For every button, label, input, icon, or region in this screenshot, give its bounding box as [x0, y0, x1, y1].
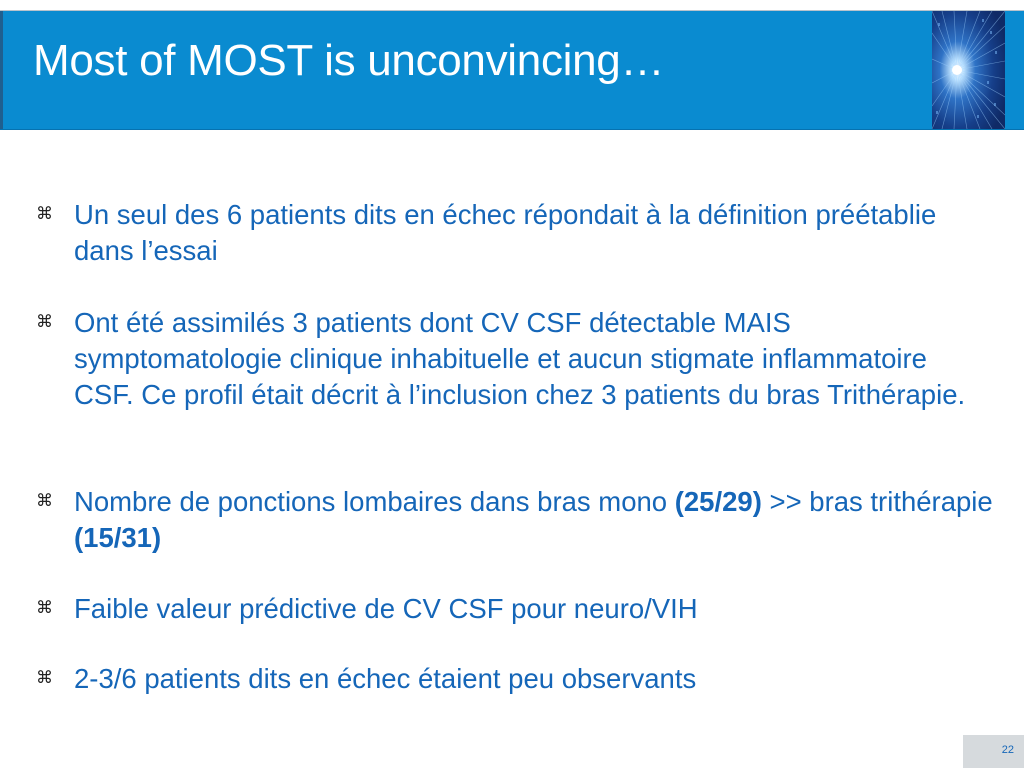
bullet-text-segment: >> bras trithérapie	[761, 486, 993, 517]
title-bar-edge	[0, 11, 3, 129]
page-number: 22	[1001, 744, 1014, 756]
bold-value: (25/29)	[674, 486, 762, 517]
bullet-text: Faible valeur prédictive de CV CSF pour neuro/VIH	[74, 593, 698, 624]
bullet-text: Un seul des 6 patients dits en échec répondait à la définition préétablie dans l’essai	[74, 199, 937, 266]
bold-value: (15/31)	[74, 522, 162, 553]
bullet-text-segment: Nombre de ponctions lombaires dans bras mono	[74, 486, 675, 517]
page-number-box	[963, 735, 1024, 768]
command-key-icon: ⌘	[36, 491, 53, 511]
command-key-icon: ⌘	[36, 312, 53, 332]
top-rule	[0, 0, 1024, 11]
slide-title: Most of MOST is unconvincing…	[33, 36, 665, 85]
command-key-icon: ⌘	[36, 668, 53, 688]
command-key-icon: ⌘	[36, 598, 53, 618]
bullet-item	[36, 484, 994, 556]
bullet-text: Ont été assimilés 3 patients dont CV CSF détectable MAIS symptomatologie clinique inhabituelle et aucun stigmate inflammatoire CSF. Ce profil était décrit à l’inclusion chez 3 patients du bras Trithérapie.	[74, 307, 966, 410]
bullet-text	[74, 484, 994, 556]
bullet-item	[36, 591, 994, 627]
bullet-item	[36, 661, 994, 697]
bullet-text: 2-3/6 patients dits en échec étaient peu observants	[74, 663, 697, 694]
starburst-decoration-image	[932, 11, 1005, 129]
bullet-item	[36, 305, 969, 413]
bullet-item	[36, 197, 994, 269]
command-key-icon: ⌘	[36, 204, 53, 224]
